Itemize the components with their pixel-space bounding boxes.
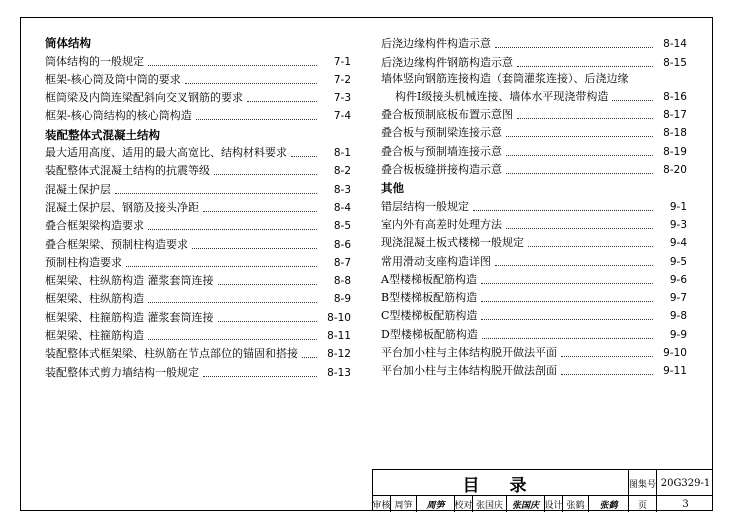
dot-leader <box>481 300 653 302</box>
toc-entry <box>381 305 687 323</box>
title-block <box>372 469 713 511</box>
toc-entry <box>381 140 687 158</box>
atlas-label: 图集号 <box>629 470 657 496</box>
section-heading-text: 装配整体式混凝土结构 <box>45 127 160 142</box>
toc-entry-title: 常用滑动支座构造详图 <box>381 254 491 268</box>
toc-entry-title: 后浇边缘构件钢筋构造示意 <box>381 55 513 69</box>
toc-entry <box>381 232 687 250</box>
toc-entry <box>381 250 687 268</box>
dot-leader <box>203 210 317 212</box>
toc-entry-page: 9-8 <box>669 310 687 323</box>
toc-entry <box>381 104 687 122</box>
dot-leader <box>495 46 653 48</box>
toc-entry-title: 后浇边缘构件构造示意 <box>381 37 491 51</box>
toc-entry-page: 8-3 <box>333 183 351 196</box>
toc-entry-page: 9-10 <box>663 347 687 360</box>
toc-entry-page: 8-2 <box>333 165 351 178</box>
toc-entry <box>381 86 687 104</box>
toc-entry <box>381 70 687 86</box>
dot-leader <box>192 247 317 249</box>
designer-name: 张鹤 <box>563 496 589 512</box>
toc-entry-page: 8-7 <box>333 256 351 269</box>
dot-leader <box>528 245 653 247</box>
toc-entry-title: 现浇混凝土板式楼梯一般规定 <box>381 236 524 250</box>
dot-leader <box>218 283 318 285</box>
toc-entry-title: A型楼梯板配筋构造 <box>381 272 477 286</box>
toc-entry-title: 框架-核心筒及筒中筒的要求 <box>45 72 181 86</box>
designer-signature: 张鹤 <box>589 496 629 512</box>
dot-leader <box>115 192 317 194</box>
dot-leader <box>517 117 653 119</box>
toc-entry-page: 8-8 <box>333 275 351 288</box>
toc-entry-title: 叠合板板缝拼接构造示意 <box>381 163 502 177</box>
toc-entry <box>381 287 687 305</box>
toc-entry-title: 装配整体式剪力墙结构一般规定 <box>45 365 199 379</box>
toc-entry-title: 平台加小柱与主体结构脱开做法剖面 <box>381 364 557 378</box>
toc-entry-page: 8-18 <box>663 127 687 140</box>
toc-entry <box>45 105 351 123</box>
toc-entry <box>45 288 351 306</box>
toc-entry <box>45 361 351 379</box>
toc-entry-title: 叠合板与预制梁连接示意 <box>381 126 502 140</box>
toc-entry <box>381 323 687 341</box>
toc-entry-page: 8-13 <box>327 366 351 379</box>
dot-leader <box>481 318 653 320</box>
toc-entry-title: 混凝土保护层、钢筋及接头净距 <box>45 200 199 214</box>
dot-leader <box>612 99 653 101</box>
dot-leader <box>148 64 317 66</box>
dot-leader <box>126 265 317 267</box>
dot-leader <box>214 173 317 175</box>
dot-leader <box>495 264 653 266</box>
section-heading-text: 筒体结构 <box>45 36 91 51</box>
toc-entry-title: 叠合板与预制墙连接示意 <box>381 144 502 158</box>
toc-entry-title: B型楼梯板配筋构造 <box>381 291 478 305</box>
toc-entry <box>45 178 351 196</box>
dot-leader <box>506 172 653 174</box>
section-heading-text: 其他 <box>381 181 404 196</box>
toc-entry-page: 8-6 <box>333 238 351 251</box>
toc-entry-title: 最大适用高度、适用的最大高宽比、结构材料要求 <box>45 146 287 160</box>
toc-entry-title: 叠合框架梁、预制柱构造要求 <box>45 237 188 251</box>
toc-left-column <box>45 32 351 380</box>
dot-leader <box>517 65 653 67</box>
toc-entry-page: 7-3 <box>333 92 351 105</box>
toc-entry <box>45 142 351 160</box>
toc-entry-page: 8-9 <box>333 293 351 306</box>
toc-entry-title: 混凝土保护层 <box>45 182 111 196</box>
toc-entry <box>381 159 687 177</box>
reviewer-signature: 周笋 <box>417 496 455 512</box>
toc-entry <box>45 215 351 233</box>
dot-leader <box>302 356 317 358</box>
toc-entry-page: 9-11 <box>663 365 687 378</box>
toc-entry-page: 8-17 <box>663 109 687 122</box>
toc-entry-title: 室内外有高差时处理方法 <box>381 217 502 231</box>
toc-entry-page: 9-9 <box>669 328 687 341</box>
toc-entry-page: 9-6 <box>669 273 687 286</box>
dot-leader <box>561 373 653 375</box>
dot-leader <box>185 82 317 84</box>
check-label: 校对 <box>455 496 473 512</box>
toc-entry-title: 框架梁、柱纵筋构造 <box>45 292 144 306</box>
toc-entry-title: 平台加小柱与主体结构脱开做法平面 <box>381 346 557 360</box>
toc-entry-title: D型楼梯板配筋构造 <box>381 327 478 341</box>
toc-entry-page: 8-5 <box>333 220 351 233</box>
toc-entry <box>45 50 351 68</box>
dot-leader <box>148 338 317 340</box>
dot-leader <box>247 100 317 102</box>
toc-entry-page: 8-20 <box>663 164 687 177</box>
toc-entry <box>381 269 687 287</box>
toc-entry <box>45 87 351 105</box>
toc-entry-title: 框架梁、柱箍筋构造 灌浆套筒连接 <box>45 310 214 324</box>
dot-leader <box>482 337 653 339</box>
toc-entry-page: 7-4 <box>333 110 351 123</box>
toc-entry-title: 叠合板预制底板布置示意图 <box>381 108 513 122</box>
reviewer-name: 周笋 <box>391 496 417 512</box>
toc-entry-page: 8-11 <box>327 330 351 343</box>
toc-entry-page: 9-3 <box>669 218 687 231</box>
toc-entry-page: 8-14 <box>663 38 687 51</box>
dot-leader <box>506 135 653 137</box>
dot-leader <box>218 320 318 322</box>
toc-entry-title: 框架梁、柱箍筋构造 <box>45 329 144 343</box>
section-heading <box>45 123 351 141</box>
toc-entry-title: 叠合框架梁构造要求 <box>45 219 144 233</box>
toc-entry-page: 8-19 <box>663 145 687 158</box>
section-heading <box>381 177 687 195</box>
toc-entry <box>45 69 351 87</box>
toc-entry <box>45 160 351 178</box>
toc-entry <box>381 360 687 378</box>
toc-entry <box>381 33 687 51</box>
page-number: 3 <box>682 498 689 510</box>
dot-leader <box>203 375 317 377</box>
toc-entry-title: 错层结构一般规定 <box>381 199 469 213</box>
section-heading <box>45 32 351 50</box>
review-label: 审核 <box>373 496 391 512</box>
toc-entry-title: 框架梁、柱纵筋构造 灌浆套筒连接 <box>45 274 214 288</box>
toc-entry-page: 7-2 <box>333 73 351 86</box>
dot-leader <box>148 301 317 303</box>
toc-entry <box>45 252 351 270</box>
dot-leader <box>506 227 653 229</box>
toc-entry-title: 装配整体式框架梁、柱纵筋在节点部位的锚固和搭接 <box>45 347 298 361</box>
toc-entry-page: 9-4 <box>669 237 687 250</box>
dot-leader <box>481 282 653 284</box>
toc-entry-page: 8-4 <box>333 201 351 214</box>
toc-entry-page: 8-15 <box>663 56 687 69</box>
checker-signature: 张国庆 <box>507 496 545 512</box>
dot-leader <box>291 155 317 157</box>
toc-entry <box>45 343 351 361</box>
toc-entry-page: 8-12 <box>327 348 351 361</box>
toc-entry <box>45 233 351 251</box>
checker-name: 张国庆 <box>473 496 507 512</box>
toc-entry-page: 8-16 <box>663 90 687 103</box>
design-label: 设计 <box>545 496 563 512</box>
toc-entry <box>381 214 687 232</box>
toc-entry <box>381 195 687 213</box>
toc-entry-page: 9-5 <box>669 255 687 268</box>
toc-entry-title: 装配整体式混凝土结构的抗震等级 <box>45 164 210 178</box>
dot-leader <box>148 228 317 230</box>
toc-entry-title: 框架-核心筒结构的核心筒构造 <box>45 109 192 123</box>
toc-entry-title: 墙体竖向钢筋连接构造（套筒灌浆连接）、后浇边缘 <box>381 71 629 85</box>
toc-entry <box>381 342 687 360</box>
atlas-number: 20G329-1 <box>660 477 711 489</box>
toc-entry <box>381 51 687 69</box>
toc-entry-page: 9-7 <box>669 292 687 305</box>
toc-entry-title: 筒体结构的一般规定 <box>45 54 144 68</box>
toc-entry-page: 8-1 <box>333 147 351 160</box>
toc-entry-title: 构件Ⅰ级接头机械连接、墙体水平现浇带构造 <box>395 89 609 103</box>
toc-entry <box>45 325 351 343</box>
toc-entry-title: C型楼梯板配筋构造 <box>381 309 478 323</box>
toc-entry <box>45 270 351 288</box>
dot-leader <box>196 118 317 120</box>
dot-leader <box>506 154 653 156</box>
toc-entry-title: 框筒梁及内筒连梁配斜向交叉钢筋的要求 <box>45 91 243 105</box>
toc-entry <box>45 197 351 215</box>
toc-right-column <box>381 33 687 378</box>
dot-leader <box>561 355 653 357</box>
sheet-title: 目 录 <box>373 470 629 496</box>
toc-entry-page: 9-1 <box>669 200 687 213</box>
toc-entry-title: 预制柱构造要求 <box>45 255 122 269</box>
toc-entry <box>45 306 351 324</box>
toc-entry <box>381 122 687 140</box>
dot-leader <box>473 209 653 211</box>
toc-entry-page: 8-10 <box>327 311 351 324</box>
page-label: 页 <box>629 496 657 512</box>
toc-entry-page: 7-1 <box>333 55 351 68</box>
